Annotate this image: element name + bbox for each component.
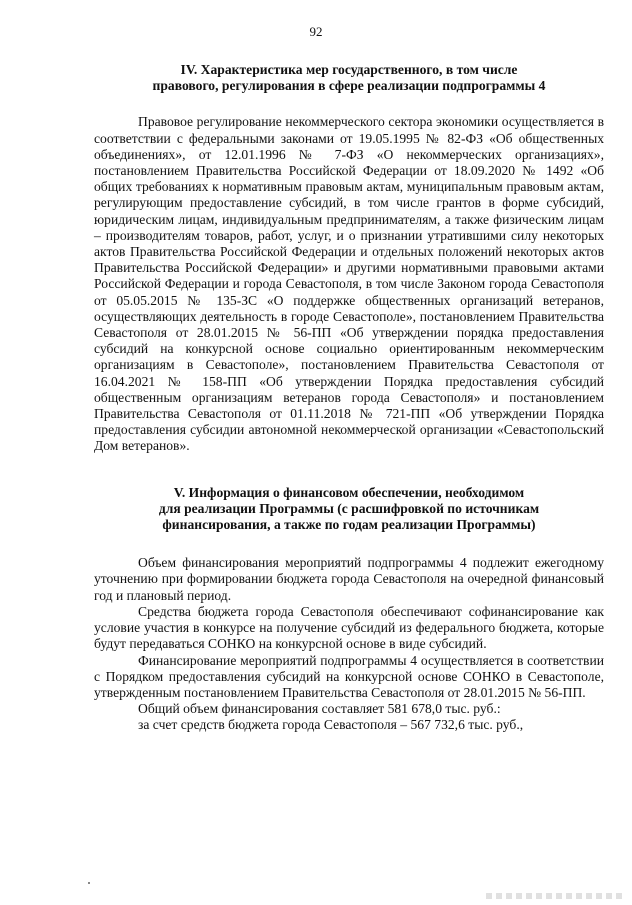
section-5-paragraph-4: Общий объем финансирования составляет 581 678,0 тыс. руб.: xyxy=(138,701,501,717)
spacer xyxy=(94,94,604,114)
section-5-paragraph-3: Финансирование мероприятий подпрограммы 4 осуществляется в соответствии с Порядком предоставления субсидий на конкурсной основе СОНКО в Севастополе, утвержденным постановлением Правительства Севастополя от 28.01.2015 № 56-ПП. xyxy=(94,652,604,700)
spacer xyxy=(94,455,604,485)
page-content xyxy=(94,62,604,734)
scan-dot xyxy=(88,882,90,884)
section-5-paragraph-2: Средства бюджета города Севастополя обеспечивают софинансирование как условие участия в конкурсе на получение субсидий из федерального бюджета, которые будут передаваться СОНКО на конкурсной основе в виде субсидий. xyxy=(94,603,604,652)
section-5-paragraph-1: Объем финансирования мероприятий подпрограммы 4 подлежит ежегодному уточнению при формировании бюджета города Севастополя на очередной финансовый год и плановый период. xyxy=(94,555,604,603)
section-4-heading-line-1: IV. Характеристика мер государственного, в том числе xyxy=(180,62,518,77)
section-5-paragraph-5: за счет средств бюджета города Севастополя – 567 732,6 тыс. руб., xyxy=(138,717,524,733)
section-4-heading xyxy=(94,62,604,94)
section-5-heading-line-2: для реализации Программы (с расшифровкой по источникам xyxy=(158,500,540,516)
section-4-heading-line-2: правового, регулирования в сфере реализации подпрограммы 4 xyxy=(152,78,546,94)
section-5-heading-line-1: V. Информация о финансовом обеспечении, необходимом xyxy=(173,484,525,500)
page-number: 92 xyxy=(309,24,323,39)
section-5-heading xyxy=(94,485,604,534)
section-5-heading-line-3: финансирования, а также по годам реализации Программы) xyxy=(162,517,536,533)
section-4-paragraph: Правовое регулирование некоммерческого сектора экономики осуществляется в соответствии с федеральными законами от 19.05.1995 № 82-ФЗ «Об общественных объединениях», от 12.01.1996 № 7-ФЗ «О некоммерческих организациях», постановлением Правительства Российской Федерации от 18.09.2020 № 1492 «Об общих требованиях к нормативным правовым актам, муниципальным правовым актам, регулирующим предоставление субсидий, в том числе грантов в форме субсидий, юридическим лицам, индивидуальным предпринимателям, а также физическим лицам – производителям товаров, работ, услуг, и о признании утратившими силу некоторых актов Правительства Российской Федерации и отдельных положений некоторых актов Правительства Российской Федерации» и другими нормативными правовыми актами Российской Федерации и города Севастополя, в том числе Законом города Севастополя от 05.05.2015 № 135-ЗС «О поддержке общественных организаций ветеранов, осуществляющих деятельность в городе Севастополе», постановлением Правительства Севастополя от 28.01.2015 № 56-ПП «Об утверждении порядка предоставления субсидий на конкурсной основе социально ориентированным некоммерческим организациям в Севастополе», постановлением Правительства Севастополя от 16.04.2021 № 158-ПП «Об утверждении Порядка предоставления субсидий общественным организациям ветеранов города Севастополя» и постановлением Правительства Севастополя от 01.11.2018 № 721-ПП «Об утверждении Порядка предоставления субсидии автономной некоммерческой организации «Севастопольский Дом ветеранов». xyxy=(94,114,604,454)
spacer xyxy=(94,533,604,555)
scan-footer-mark xyxy=(486,893,626,899)
